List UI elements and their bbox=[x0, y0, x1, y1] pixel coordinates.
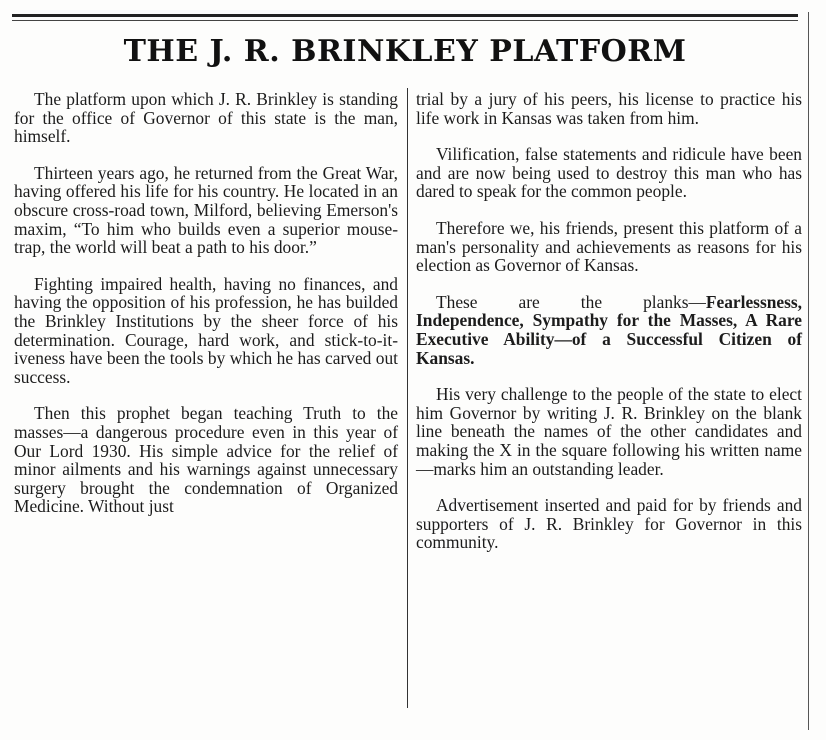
right-border-rule bbox=[808, 12, 809, 730]
planks-intro: These are the planks— bbox=[436, 291, 706, 312]
top-rule-thin bbox=[12, 20, 798, 21]
right-paragraph-6: Advertisement inserted and paid for by friends and supporters of J. R. Brinkley for Governor in this community. bbox=[416, 495, 802, 553]
left-paragraph-3: Fighting impaired health, having no finances, and having the opposition of his profession, he has builded the Brinkley Institutions by the sheer force of his determination. Courage, hard work, and stick-to-it-iveness have been the tools by which he has carved out success. bbox=[14, 273, 398, 387]
top-rule bbox=[12, 14, 798, 17]
left-paragraph-2: Thirteen years ago, he returned from the Great War, having offered his life for his country. He located in an obscure cross-road town, Milford, believing Emerson's maxim, “To him who builds even a superior mouse-trap, the world will beat a path to his door.” bbox=[14, 162, 398, 258]
right-paragraph-4 bbox=[416, 293, 802, 367]
left-column bbox=[14, 90, 398, 534]
planks-list: Fearlessness, Independence, Sympathy for the Masses, A Rare Executive Ability—of a Successful Citizen of Kansas. bbox=[416, 291, 802, 368]
right-column bbox=[416, 90, 802, 570]
left-paragraph-4: Then this prophet began teaching Truth to the masses—a dangerous procedure even in this year of Our Lord 1930. His simple advice for the relief of minor ailments and his warnings against unnecessary surgery brought the condemnation of Organized Medicine. Without just bbox=[14, 403, 398, 517]
right-paragraph-5: His very challenge to the people of the state to elect him Governor by writing J. R. Brinkley on the blank line beneath the names of the other candidates and making the X in the square following his written name—marks him an outstanding leader. bbox=[416, 384, 802, 479]
right-paragraph-1: trial by a jury of his peers, his license to practice his life work in Kansas was taken from him. bbox=[416, 89, 802, 128]
left-paragraph-1: The platform upon which J. R. Brinkley is standing for the office of Governor of this state is the man, himself. bbox=[14, 89, 398, 147]
column-divider bbox=[407, 88, 408, 708]
headline: THE J. R. BRINKLEY PLATFORM bbox=[123, 34, 687, 69]
right-paragraph-3: Therefore we, his friends, present this platform of a man's personality and achievements as reasons for his election as Governor of Kansas. bbox=[416, 217, 802, 276]
right-paragraph-2: Vilification, false statements and ridicule have been and are now being used to destroy this man who has dared to speak for the common people. bbox=[416, 144, 802, 202]
